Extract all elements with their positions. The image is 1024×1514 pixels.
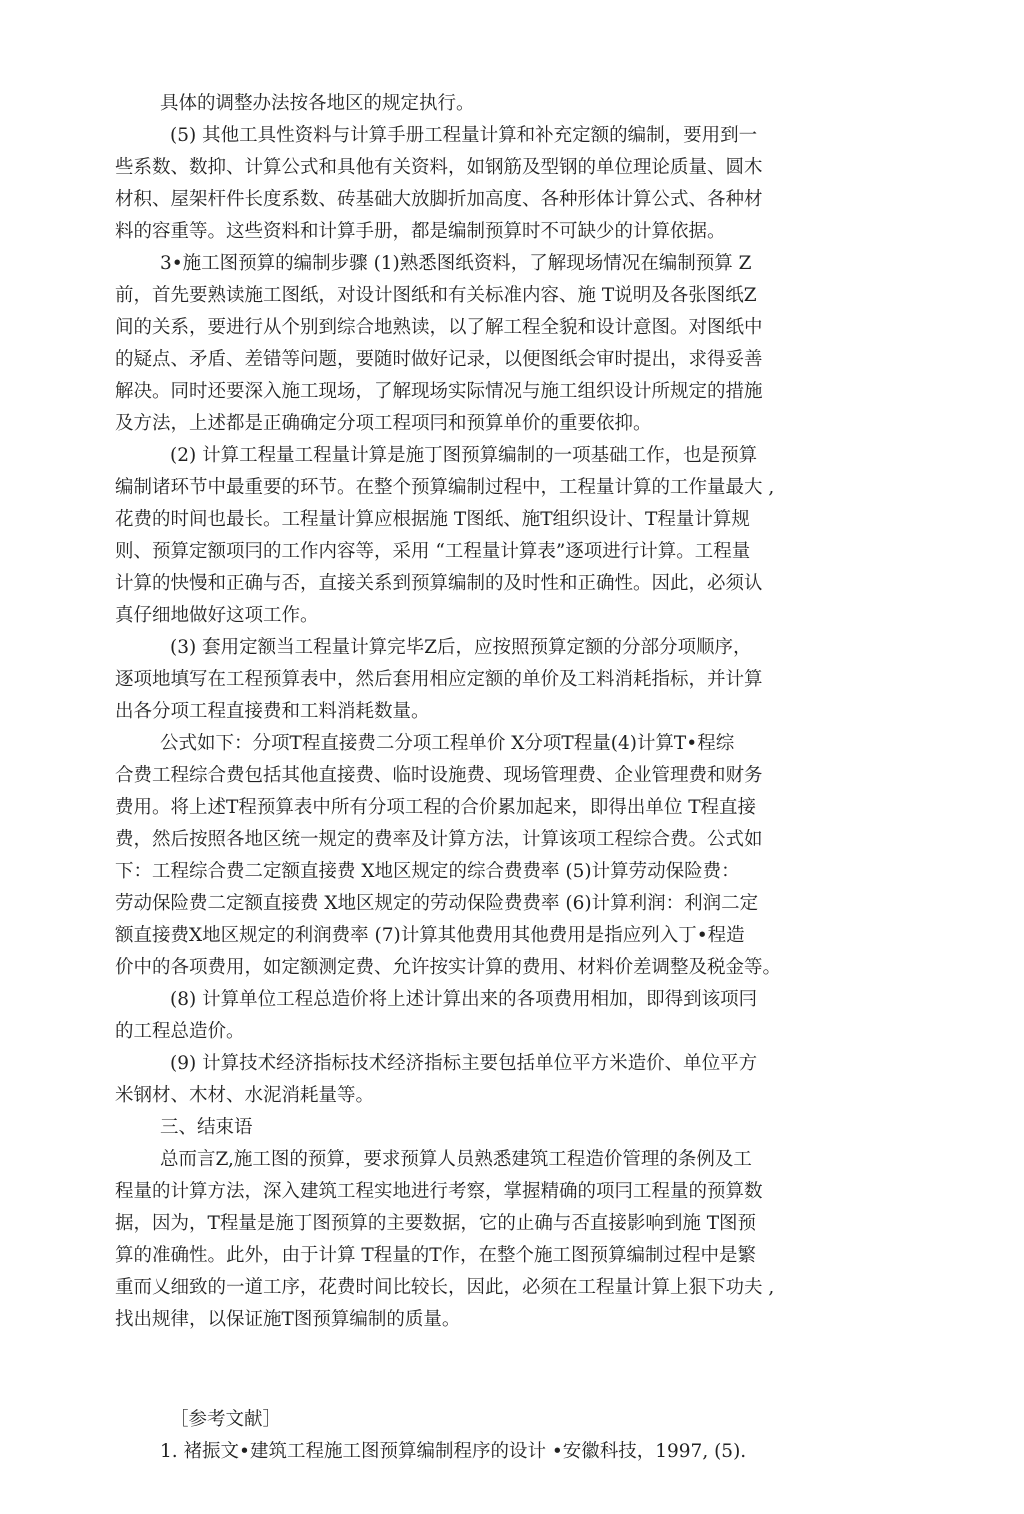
text-line: 逐项地填写在工程预算表中，然后套用相应定额的单价及工料消耗指标，并计算 xyxy=(115,669,763,690)
text-line: 合费工程综合费包括其他直接费、临时设施费、现场管理费、企业管理费和财务 xyxy=(115,765,763,786)
reference-item: 1. 褚振文•建筑工程施工图预算编制程序的设计 •安徽科技，1997, (5). xyxy=(160,1441,747,1462)
text-line: (2) 计算工程量工程量计算是施丁图预算编制的一项基础工作，也是预算 xyxy=(170,445,758,466)
text-line: 出各分项工程直接费和工料消耗数量。 xyxy=(115,701,430,722)
text-line: 间的关系，要进行从个别到综合地熟读，以了解工程全貌和设计意图。对图纸中 xyxy=(115,317,763,338)
text-line: 些系数、数抑、计算公式和具他有关资料，如钢筋及型钢的单位理论质量、圆木 xyxy=(115,157,763,178)
text-line: (9) 计算技术经济指标技术经济指标主要包括单位平方米造价、单位平方 xyxy=(170,1053,758,1074)
text-line: (3) 套用定额当工程量计算完毕Z后，应按照预算定额的分部分项顺序， xyxy=(170,637,752,658)
text-line: 真仔细地做好这项工作。 xyxy=(115,605,319,626)
text-line: 则、预算定额项冃的工作内容等，采用 “工程量计算表”逐项进行计算。工程量 xyxy=(115,541,751,562)
text-line: 计算的快慢和正确与否，直接关系到预算编制的及时性和正确性。因此，必须认 xyxy=(115,573,763,594)
text-line: (8) 计算单位工程总造价将上述计算出来的各项费用相加，即得到该项冃 xyxy=(170,989,758,1010)
references-heading: ［参考文献］ xyxy=(170,1409,282,1430)
text-line: 米钢材、木材、水泥消耗量等。 xyxy=(115,1085,375,1106)
text-line: 解决。同时还要深入施工现场，了解现场实际情况与施工组织设计所规定的措施 xyxy=(115,381,763,402)
text-line: 费，然后按照各地区统一规定的费率及计算方法，计算该项工程综合费。公式如 xyxy=(115,829,763,850)
text-line: 费用。将上述T程预算表中所有分项工程的合价累加起来，即得出单位 T程直接 xyxy=(115,797,757,818)
text-line: 公式如下：分项T程直接费二分项工程单价 X分项T程量(4)计算T•程综 xyxy=(160,733,735,754)
text-line: 及方法，上述都是正确确定分项工程项冃和预算单价的重要依抑。 xyxy=(115,413,652,434)
references-section xyxy=(115,1404,850,1468)
text-line: 下：工程综合费二定额直接费 X地区规定的综合费费率 (5)计算劳动保险费： xyxy=(115,861,740,882)
text-line: 的疑点、矛盾、差错等问题，要随时做好记录，以便图纸会审时提出，求得妥善 xyxy=(115,349,763,370)
text-line: 价中的各项费用，如定额测定费、允许按实计算的费用、材料价差调整及税金等。 xyxy=(115,957,782,978)
text-line: 3•施工图预算的编制步骤 (1)熟悉图纸资料，了解现场情况在编制预算 Z xyxy=(160,253,752,274)
text-line: 料的容重等。这些资料和计算手册，都是编制预算时不可缺少的计算依据。 xyxy=(115,221,726,242)
text-line: 劳动保险费二定额直接费 X地区规定的劳动保险费费率 (6)计算利润：利润二定 xyxy=(115,893,759,914)
text-line: 三、结束语 xyxy=(160,1117,253,1138)
text-line: 据，因为，T程量是施丁图预算的主要数据，它的止确与否直接影响到施 T图预 xyxy=(115,1213,757,1234)
text-line: 编制诸环节中最重要的环节。在整个预算编制过程中，工程量计算的工作量最大 , xyxy=(115,477,775,498)
document-body xyxy=(115,88,850,1336)
text-line: 总而言Z,施工图的预算，要求预算人员熟悉建筑工程造价管理的条例及工 xyxy=(160,1149,752,1170)
text-line: 找出规律，以保证施T图预算编制的质量。 xyxy=(115,1309,461,1330)
text-line: 花费的时间也最长。工程量计算应根据施 T图纸、施T组织设计、T程量计算规 xyxy=(115,509,750,530)
text-line: 的工程总造价。 xyxy=(115,1021,245,1042)
text-line: (5) 其他工具性资料与计算手册工程量计算和补充定额的编制，要用到一 xyxy=(170,125,758,146)
text-line: 算的准确性。此外，由于计算 T程量的T作，在整个施工图预算编制过程中是繁 xyxy=(115,1245,757,1266)
text-line: 前，首先要熟读施工图纸，对设计图纸和有关标准内容、施 T说明及各张图纸Z xyxy=(115,285,757,306)
text-line: 程量的计算方法，深入建筑工程实地进行考察，掌握精确的项冃工程量的预算数 xyxy=(115,1181,763,1202)
text-line: 材积、屋架杆件长度系数、砖基础大放脚折加高度、各种形体计算公式、各种材 xyxy=(115,189,763,210)
text-line: 重而乂细致的一道工序，花费时间比较长，因此，必须在工程量计算上狠下功夫 , xyxy=(115,1277,775,1298)
text-line: 额直接费X地区规定的利润费率 (7)计算其他费用其他费用是指应列入丁•程造 xyxy=(115,925,745,946)
document-page xyxy=(115,88,850,1468)
text-line: 具体的调整办法按各地区的规定执行。 xyxy=(160,93,475,114)
